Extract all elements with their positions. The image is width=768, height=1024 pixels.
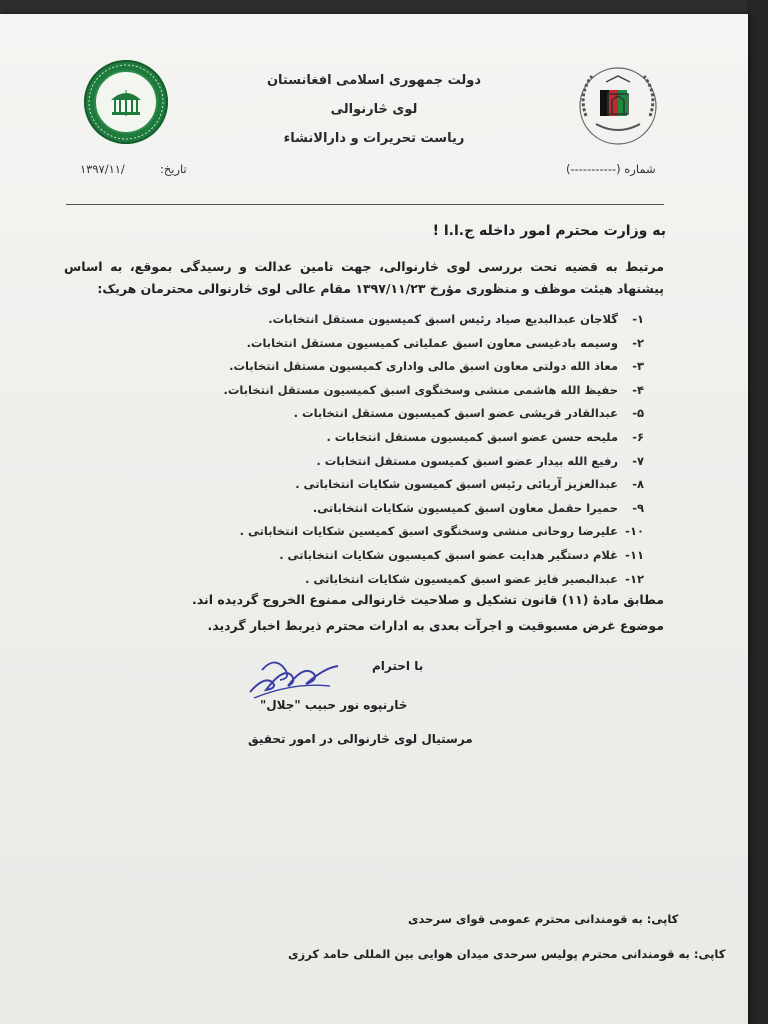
list-item: ۵- عبدالقادر قریشی عضو اسبق کمیسیون مستقل انتخابات .	[293, 406, 644, 421]
list-item: ۱۱- غلام دستگیر هدایت عضو اسبق کمیسیون شکایات انتخاباتی .	[279, 547, 644, 562]
signature-mark	[244, 646, 344, 702]
notification-statement: موضوع غرض مسبوقیت و اجرآت بعدی به ادارات محترم ذیربط اخبار گردید.	[207, 618, 664, 633]
copy-recipient-2: کاپی: به قومندانی محترم پولیس سرحدی میدان هوایی بین المللی حامد کرزی	[288, 947, 726, 961]
header-line-2: لوی څارنوالی	[330, 102, 418, 117]
persons-list	[124, 308, 644, 591]
list-item: ۱۲- عبدالبصیر فایز عضو اسبق کمیسیون شکایات انتخاباتی .	[305, 571, 644, 586]
list-item: ۳- معاذ الله دولتی معاون اسبق مالی واداری کمیسیون مستقل انتخابات.	[229, 359, 644, 374]
header-divider	[66, 204, 664, 205]
header-line-1: دولت جمهوری اسلامی افغانستان	[266, 73, 482, 88]
list-item: ۱- گلاجان عبدالبدیع صیاد رئیس اسبق کمیسیون مستقل انتخابات.	[268, 312, 644, 326]
regards-text: با احترام	[372, 659, 424, 673]
travel-ban-statement: مطابق مادهٔ (۱۱) قانون تشکیل و صلاحیت څارنوالی ممنوع الخروج گردیده اند.	[192, 592, 664, 607]
intro-paragraph: مرتبط به قضیه تحت بررسی لوی څارنوالی، جهت تامین عدالت و رسیدگی بموقع، به اساس پیشنهاد هیئت موظف و منظوری مؤرخ ۱۳۹۷/۱۱/۲۳ مقام عالی لوی څارنوالی محترمان هریک:	[64, 259, 664, 296]
date-value: ۱۳۹۷/۱۱/	[80, 162, 125, 176]
list-item: ۹- حمیرا حقمل معاون اسبق کمیسیون شکایات انتخاباتی.	[312, 500, 644, 515]
header-line-3: ریاست تحریرات و دارالانشاء	[283, 131, 465, 146]
letter-page	[0, 14, 748, 1024]
letter-number: شماره (-----------)	[566, 162, 656, 176]
addressee: به وزارت محترم امور داخله ج.ا.ا !	[432, 223, 666, 239]
list-item: ۴- حفیظ الله هاشمی منشی وسخنگوی اسبق کمیسیون مستقل انتخابات.	[223, 382, 644, 397]
list-item: ۱۰- علیرضا روحانی منشی وسخنگوی اسبق کمیسین شکایات انتخاباتی .	[239, 524, 644, 539]
list-item: ۸- عبدالعزیز آریائی رئیس اسبق کمیسون شکایات انتخاباتی .	[295, 477, 644, 492]
date-label: تاریخ:	[160, 162, 187, 176]
copy-recipient-1: کاپی: به قومندانی محترم عمومی قوای سرحدی	[408, 912, 679, 926]
list-item: ۲- وسیمه بادغیسی معاون اسبق عملیاتی کمیسیون مستقل انتخابات.	[246, 335, 644, 350]
signatory-title: مرستیال لوی څارنوالی در امور تحقیق	[248, 732, 473, 746]
list-item: ۶- ملیحه حسن عضو اسبق کمیسیون مستقل انتخابات .	[326, 429, 644, 444]
signatory-name: څارنپوه نور حبیب "جلال"	[260, 698, 408, 712]
list-item: ۷- رفیع الله بیدار عضو اسبق کمیسون مستقل انتخابات .	[316, 453, 644, 468]
afghanistan-emblem-icon	[572, 64, 664, 150]
attorney-general-seal-icon	[84, 60, 168, 144]
background-right	[746, 0, 768, 1024]
